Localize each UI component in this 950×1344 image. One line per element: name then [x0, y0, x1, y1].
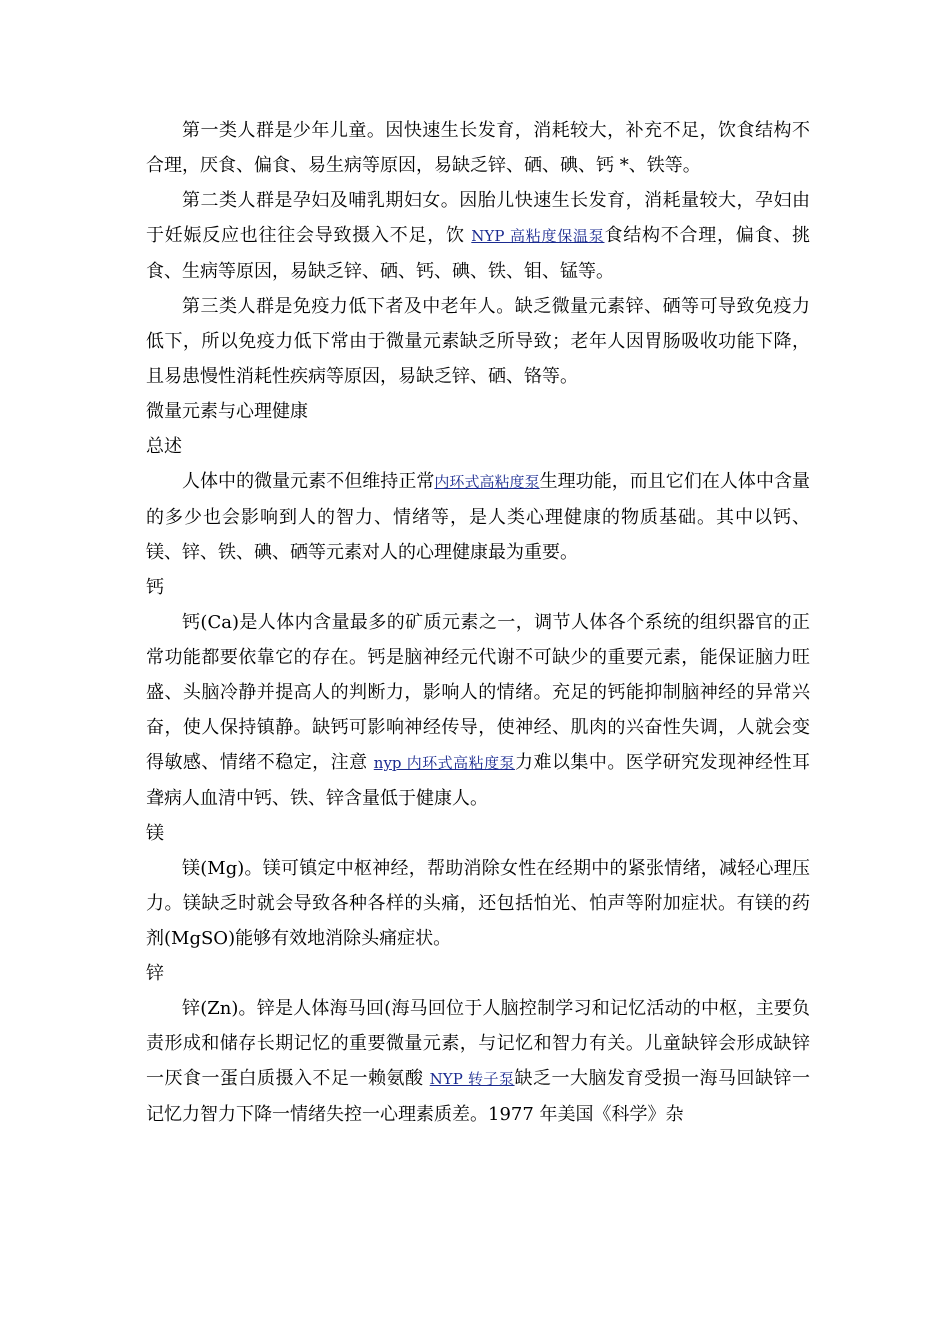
document-body — [146, 113, 810, 1132]
heading-trace-elements-mental-health: 微量元素与心理健康 — [146, 401, 308, 422]
heading-calcium: 钙 — [146, 577, 164, 598]
paragraph-magnesium — [146, 851, 810, 956]
text-run: 食结构不合理，偏食、挑食、生病等原因，易缺乏锌、硒、钙、碘、铁、钼、锰等。 — [146, 225, 811, 282]
text-run: 第一类人群是少年儿童。因快速生长发育，消耗较大，补充不足，饮食结构不合理，厌食、偏食、易生病等原因，易缺乏锌、硒、碘、钙 *、铁等。 — [146, 120, 810, 176]
text-run: 锌(Zn)。锌是人体海马回(海马回位于人脑控制学习和记忆活动的中枢，主要负责形成和储存长期记忆的重要微量元素，与记忆和智力有关。儿童缺锌会形成缺锌一厌食一蛋白质摄入不足一赖氨酸 — [146, 998, 810, 1089]
link-nyp-rotor-pump[interactable]: NYP 转子泵 — [429, 1070, 515, 1088]
paragraph-zinc — [146, 991, 810, 1132]
text-run: 生理功能，而且它们在人体中含量的多少也会影响到人的智力、情绪等，是人类心理健康的物质基础。其中以钙、镁、锌、铁、碘、硒等元素对人的心理健康最为重要。 — [146, 471, 811, 563]
text-run: 镁(Mg)。镁可镇定中枢神经，帮助消除女性在经期中的紧张情绪，减轻心理压力。镁缺乏时就会导致各种各样的头痛，还包括怕光、怕声等附加症状。有镁的药剂(MgSO)能够有效地消除头痛症状。 — [146, 858, 810, 949]
heading-zinc: 锌 — [146, 963, 164, 984]
paragraph-pregnant-women — [146, 183, 810, 289]
text-run: 第二类人群是孕妇及哺乳期妇女。因胎儿快速生长发育，消耗量较大，孕妇由于妊娠反应也往往会导致摄入不足，饮 — [146, 190, 810, 246]
paragraph-children — [146, 113, 810, 183]
text-run: 钙(Ca)是人体内含量最多的矿质元素之一，调节人体各个系统的组织器官的正常功能都要依靠它的存在。钙是脑神经元代谢不可缺少的重要元素，能保证脑力旺盛、头脑冷静并提高人的判断力，影响人的情绪。充足的钙能抑制脑神经的异常兴奋，使人保持镇静。缺钙可影响神经传导，使神经、肌肉的兴奋性失调，人就会变得敏感、情绪不稳定，注意 — [146, 612, 810, 773]
text-run: 第三类人群是免疫力低下者及中老年人。缺乏微量元素锌、硒等可导致免疫力低下，所以免疫力低下常由于微量元素缺乏所导致；老年人因胃肠吸收功能下降，且易患慢性消耗性疾病等原因，易缺乏锌、硒、铬等。 — [146, 296, 810, 387]
paragraph-calcium — [146, 605, 810, 816]
heading-overview: 总述 — [146, 436, 182, 457]
text-run: 人体中的微量元素不但维持正常 — [182, 471, 435, 492]
link-nyp-internal-gear-pump[interactable]: nyp 内环式高粘度泵 — [373, 754, 516, 772]
text-run: 力难以集中。医学研究发现神经性耳聋病人血清中钙、铁、锌含量低于健康人。 — [146, 752, 810, 809]
paragraph-elderly — [146, 289, 810, 394]
text-run: 缺乏一大脑发育受损一海马回缺锌一记忆力智力下降一情绪失控一心理素质差。1977 年美国《科学》杂 — [146, 1068, 810, 1125]
paragraph-overview — [146, 464, 810, 570]
heading-magnesium: 镁 — [146, 823, 164, 844]
link-nyp-insulated-pump[interactable]: NYP 高粘度保温泵 — [471, 227, 605, 245]
link-internal-gear-pump[interactable]: 内环式高粘度泵 — [434, 473, 540, 491]
